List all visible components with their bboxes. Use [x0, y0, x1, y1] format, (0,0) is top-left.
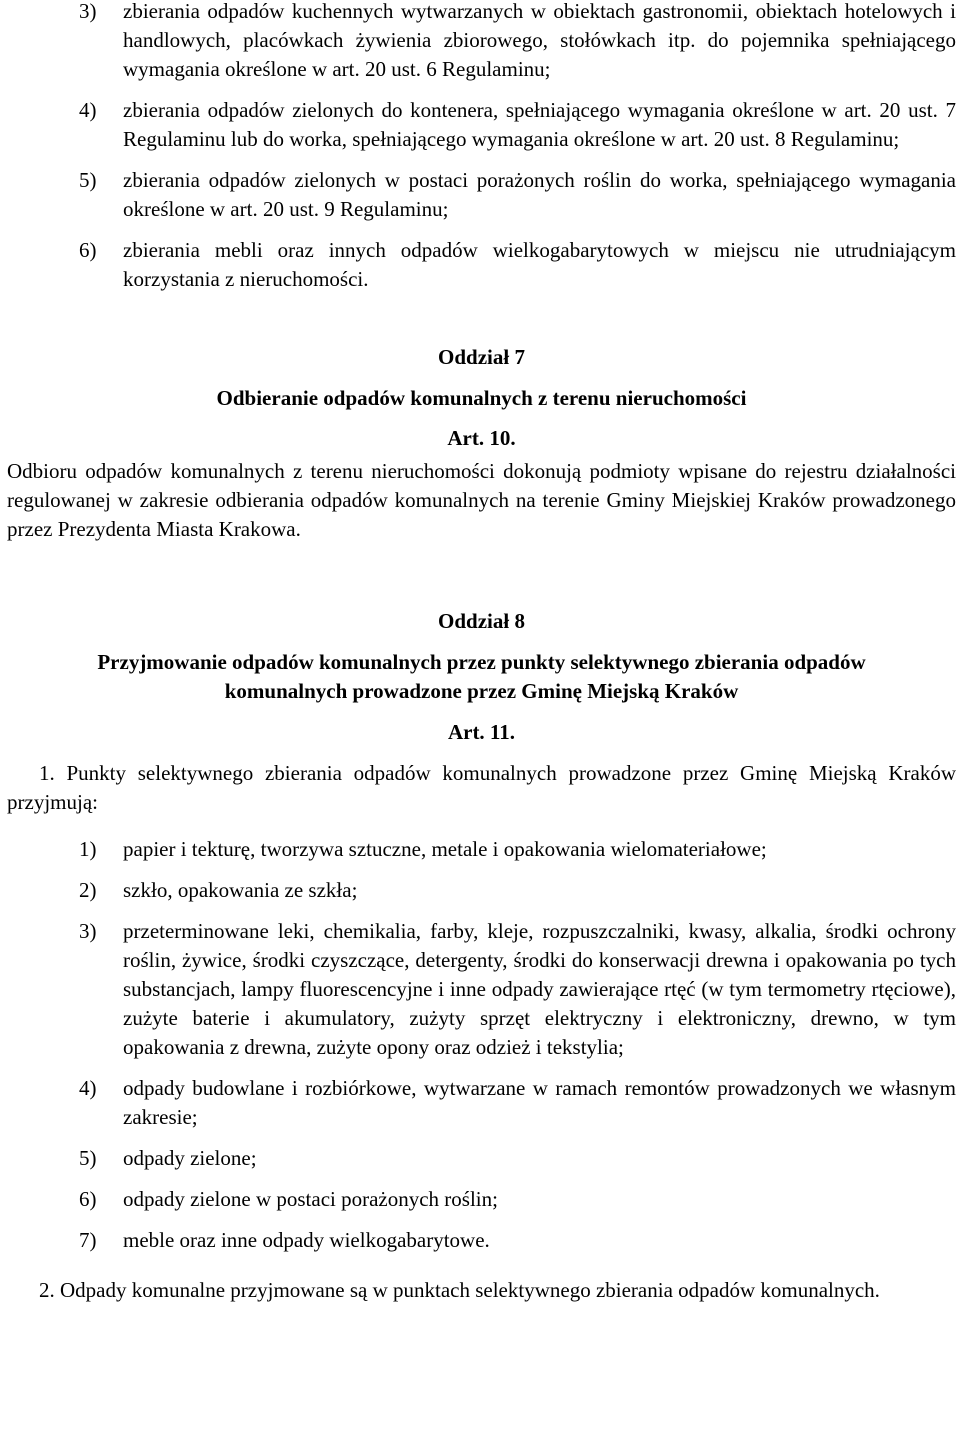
- list-item-number: 2): [79, 878, 97, 902]
- list-item: [7, 96, 956, 154]
- list-item-number: 6): [79, 238, 97, 262]
- list-item-text: szkło, opakowania ze szkła;: [123, 878, 358, 902]
- list-item-number: 3): [79, 0, 97, 23]
- list-item: [7, 876, 956, 905]
- list-item-number: 4): [79, 1076, 97, 1100]
- section-7: [7, 343, 956, 544]
- list-item-number: 7): [79, 1228, 97, 1252]
- list-item-number: 3): [79, 919, 97, 943]
- list-item-text: zbierania odpadów zielonych w postaci porażonych roślin do worka, spełniającego wymagania określone w art. 20 ust. 9 Regulaminu;: [123, 168, 956, 221]
- list-item-number: 5): [79, 1146, 97, 1170]
- list-item-text: zbierania odpadów kuchennych wytwarzanych w obiektach gastronomii, obiektach hotelowych i handlowych, placówkach żywienia zbiorowego, stołówkach itp. do pojemnika spełniającego wymagania określone w art. 20 ust. 6 Regulaminu;: [123, 0, 956, 81]
- accepted-waste-list: [7, 835, 956, 1255]
- list-item: [7, 166, 956, 224]
- article-heading: Art. 10.: [447, 426, 516, 450]
- section-subtitle: Odbieranie odpadów komunalnych z terenu nieruchomości: [216, 386, 747, 410]
- list-item: [7, 0, 956, 84]
- article-paragraph: Odbioru odpadów komunalnych z terenu nieruchomości dokonują podmioty wpisane do rejestru działalności regulowanej w zakresie odbierania odpadów komunalnych na terenie Gminy Miejskiej Kraków prowadzonego przez Prezydenta Miasta Krakowa.: [7, 459, 956, 541]
- list-item-text: odpady zielone;: [123, 1146, 257, 1170]
- list-item-number: 5): [79, 168, 97, 192]
- list-item-text: odpady zielone w postaci porażonych roślin;: [123, 1187, 498, 1211]
- list-item-text: zbierania mebli oraz innych odpadów wielkogabarytowych w miejscu nie utrudniającym korzystania z nieruchomości.: [123, 238, 956, 291]
- top-list: [7, 0, 956, 294]
- list-item-number: 1): [79, 837, 97, 861]
- section-title: Oddział 7: [438, 345, 525, 369]
- article-heading: Art. 11.: [447, 720, 516, 744]
- list-item: [7, 236, 956, 294]
- list-item-number: 4): [79, 98, 97, 122]
- article-point: 2. Odpady komunalne przyjmowane są w punktach selektywnego zbierania odpadów komunalnych.: [39, 1278, 880, 1302]
- document-page: [7, 0, 956, 1305]
- article-point: 1. Punkty selektywnego zbierania odpadów komunalnych prowadzone przez Gminę Miejską Kraków przyjmują:: [7, 761, 956, 814]
- list-item: [7, 1226, 956, 1255]
- section-subtitle: komunalnych prowadzone przez Gminę Miejską Kraków: [224, 679, 739, 703]
- list-item-text: odpady budowlane i rozbiórkowe, wytwarzane w ramach remontów prowadzonych we własnym zakresie;: [123, 1076, 956, 1129]
- list-item: [7, 1185, 956, 1214]
- list-item-text: przeterminowane leki, chemikalia, farby, kleje, rozpuszczalniki, kwasy, alkalia, środki ochrony roślin, żywice, środki czyszczące, detergenty, środki do konserwacji drewna i opakowania po tych substancjach, lampy fluorescencyjne i inne odpady zawierające rtęć (w tym termometry rtęciowe), zużyte baterie i akumulatory, zużyty sprzęt elektryczny i elektroniczny, drewno, w tym opakowania z drewna, zużyte opony oraz odzież i tekstylia;: [123, 919, 956, 1059]
- list-item-text: meble oraz inne odpady wielkogabarytowe.: [123, 1228, 490, 1252]
- list-item-number: 6): [79, 1187, 97, 1211]
- section-8: [7, 607, 956, 1305]
- list-item: [7, 917, 956, 1062]
- list-item: [7, 1074, 956, 1132]
- list-item: [7, 835, 956, 864]
- list-item-text: zbierania odpadów zielonych do kontenera, spełniającego wymagania określone w art. 20 ust. 7 Regulaminu lub do worka, spełniającego wymagania określone w art. 20 ust. 8 Regulaminu;: [123, 98, 956, 151]
- list-item-text: papier i tekturę, tworzywa sztuczne, metale i opakowania wielomateriałowe;: [123, 837, 767, 861]
- section-title: Oddział 8: [438, 609, 525, 633]
- list-item: [7, 1144, 956, 1173]
- section-subtitle: Przyjmowanie odpadów komunalnych przez punkty selektywnego zbierania odpadów: [97, 650, 866, 674]
